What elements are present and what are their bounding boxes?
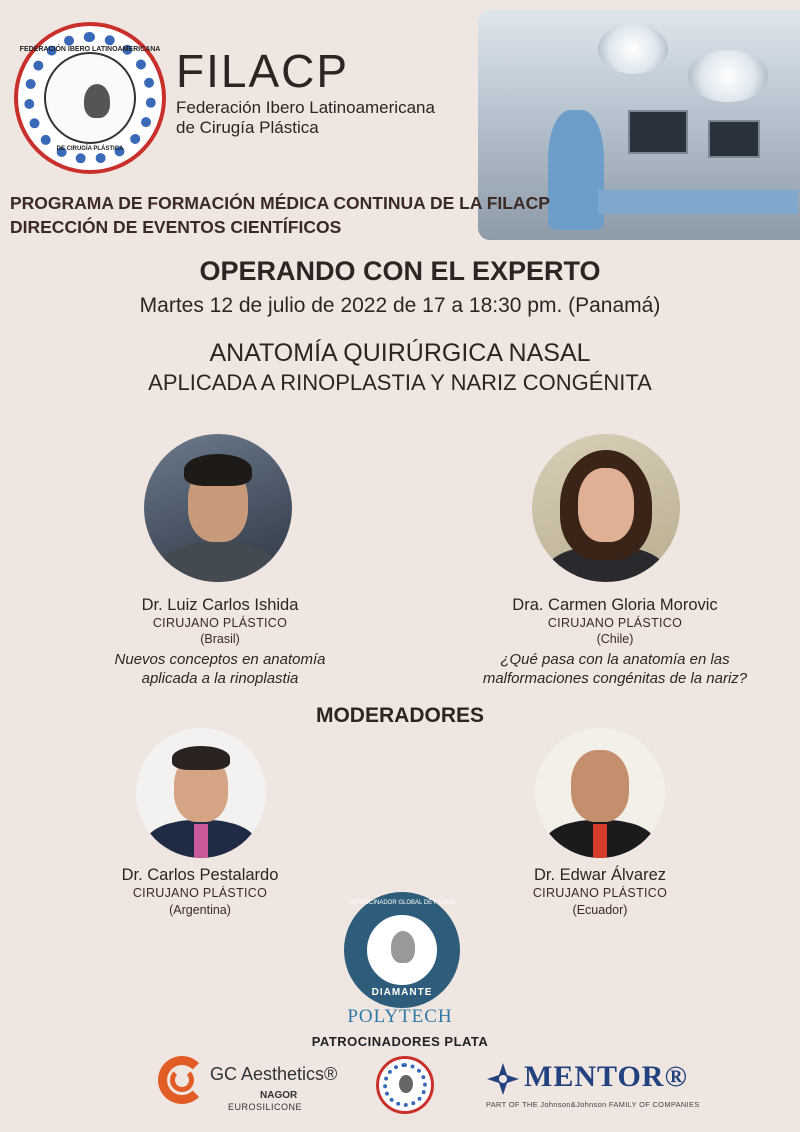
- moderator-1-country: (Argentina): [169, 903, 231, 917]
- program-line-1: PROGRAMA DE FORMACIÓN MÉDICA CONTINUA DE LA FILACP: [10, 193, 550, 213]
- speaker-2-country: (Chile): [596, 632, 634, 646]
- speaker-1-country: (Brasil): [200, 632, 240, 646]
- moderator-2-name: Dr. Edwar Álvarez: [533, 866, 667, 884]
- eurosilicone-text: EUROSILICONE: [228, 1102, 303, 1112]
- program-line-2: DIRECCIÓN DE EVENTOS CIENTÍFICOS: [10, 217, 342, 237]
- speaker-1-name: Dr. Luiz Carlos Ishida: [141, 596, 299, 614]
- speaker-1-role: CIRUJANO PLÁSTICO: [152, 616, 288, 630]
- speaker-2-name: Dra. Carmen Gloria Morovic: [512, 596, 718, 614]
- moderator-1-role: CIRUJANO PLÁSTICO: [132, 886, 268, 900]
- surgical-lamp-icon: [598, 24, 668, 74]
- moderator-2-role: CIRUJANO PLÁSTICO: [532, 886, 668, 900]
- avatar-moderator-1: [136, 728, 266, 858]
- gc-aesthetics-logo-inner-icon: [170, 1068, 194, 1092]
- moderator-1-name: Dr. Carlos Pestalardo: [121, 866, 279, 884]
- seal-bottom-text: DE CIRUGÍA PLÁSTICA: [56, 146, 124, 152]
- seal-top-text: FEDERACIÓN IBERO LATINOAMERICANA: [19, 46, 161, 53]
- avatar-speaker-2: [532, 434, 680, 582]
- brand-subtitle: [176, 98, 435, 138]
- brand-subtitle-line-1: Federación Ibero Latinoamericana: [176, 98, 435, 117]
- event-title: OPERANDO CON EL EXPERTO: [199, 256, 601, 286]
- badge-label: DIAMANTE: [371, 987, 433, 998]
- seal-inner: [44, 52, 136, 144]
- surgical-lamp-icon: [688, 50, 768, 102]
- gc-aesthetics-name: GC Aesthetics®: [210, 1064, 338, 1084]
- speaker-1-talk-line-1: Nuevos conceptos en anatomía: [114, 651, 326, 668]
- profile-head-icon: [391, 931, 415, 963]
- nagor-text: NAGOR: [260, 1090, 298, 1101]
- surgeon-figure: [548, 110, 604, 230]
- badge-arc-text: PATROCINADOR GLOBAL DE FILACP: [349, 900, 455, 906]
- badge-inner-seal: [364, 912, 440, 988]
- monitor-screen: [628, 110, 688, 154]
- diamond-sponsor-badge: [344, 892, 460, 1008]
- speaker-1-talk-line-2: aplicada a la rinoplastia: [141, 670, 299, 687]
- silver-sponsors-heading: PATROCINADORES PLATA: [311, 1034, 489, 1049]
- filacp-mini-seal-logo: [376, 1056, 434, 1114]
- program-heading: [10, 191, 550, 239]
- avatar-moderator-2: [535, 728, 665, 858]
- monitor-screen: [708, 120, 760, 158]
- event-topic-line-2: APLICADA A RINOPLASTIA Y NARIZ CONGÉNITA: [148, 370, 652, 395]
- operating-table: [598, 190, 798, 214]
- polytech-logo-text: POLYTECH: [347, 1006, 453, 1027]
- avatar-speaker-1: [144, 434, 292, 582]
- event-topic-line-1: ANATOMÍA QUIRÚRGICA NASAL: [209, 339, 591, 367]
- moderator-2-country: (Ecuador): [572, 903, 628, 917]
- brand-title: FILACP: [176, 45, 350, 97]
- speaker-2-talk-line-1: ¿Qué pasa con la anatomía en las: [500, 651, 730, 668]
- mentor-subtitle: PART OF THE Johnson&Johnson FAMILY OF COMPANIES: [486, 1100, 700, 1109]
- speaker-2-role: CIRUJANO PLÁSTICO: [547, 616, 683, 630]
- mentor-cross-icon: [486, 1062, 520, 1096]
- profile-head-icon: [399, 1075, 413, 1093]
- event-date: Martes 12 de julio de 2022 de 17 a 18:30 pm. (Panamá): [139, 294, 661, 317]
- speaker-1-talk: [40, 650, 400, 688]
- speaker-2-talk: [430, 650, 800, 688]
- moderators-heading: MODERADORES: [315, 704, 484, 727]
- filacp-seal-logo: [14, 22, 166, 174]
- profile-head-icon: [84, 84, 110, 118]
- mentor-logo-text: MENTOR®: [524, 1060, 688, 1093]
- speaker-2-talk-line-2: malformaciones congénitas de la nariz?: [482, 670, 748, 687]
- brand-subtitle-line-2: de Cirugía Plástica: [176, 118, 319, 137]
